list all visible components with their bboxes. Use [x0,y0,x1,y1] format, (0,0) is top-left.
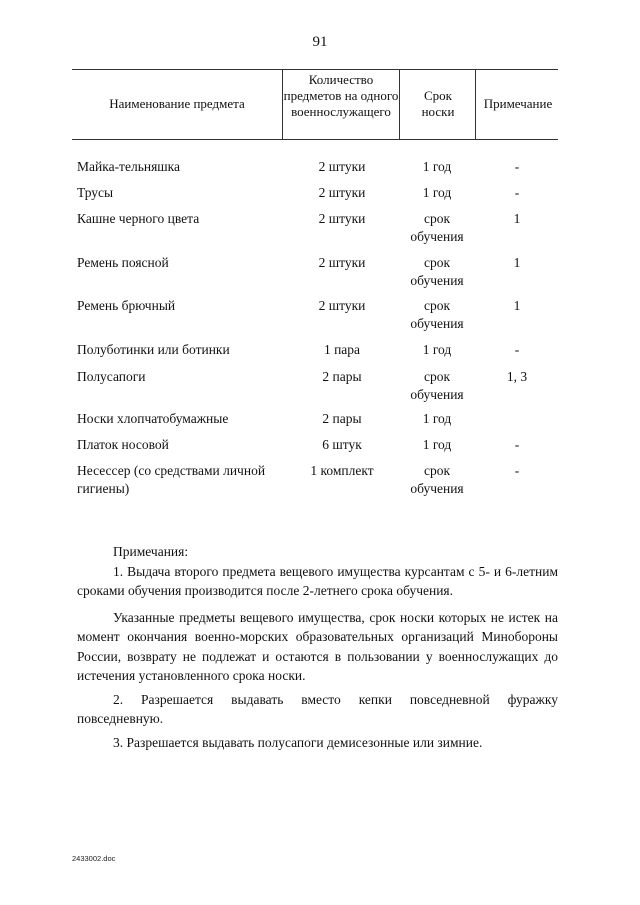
item-quantity: 2 штуки [318,255,366,270]
item-quantity: 2 пары [322,369,362,384]
column-divider [399,69,400,139]
item-term: 1 год [422,437,452,452]
header-quantity: Количество предметов на одного военнослужащего [283,72,399,119]
note-paragraph: 1. Выдача второго предмета вещевого имущества курсантам с 5- и 6-летним сроками обучения производится после 2-летнего срока обучения. [77,563,558,598]
notes-heading: Примечания: [113,544,189,559]
item-name: Ремень поясной [77,255,169,270]
item-term: 1 год [422,185,452,200]
item-name: Полусапоги [77,369,146,384]
item-name: Майка-тельняшка [77,159,181,174]
item-note: - [514,437,520,452]
item-name: Несессер (со средствами личной гигиены) [77,463,266,496]
note-paragraph: 2. Разрешается выдавать вместо кепки повседневной фуражку повседневную. [77,691,558,726]
item-term: срок обучения [410,463,464,496]
item-name: Ремень брючный [77,298,176,313]
item-note: 1 [513,298,521,313]
item-quantity: 2 штуки [318,159,366,174]
note-paragraph: 3. Разрешается выдавать полусапоги демисезонные или зимние. [113,734,483,750]
item-quantity: 2 пары [322,411,362,426]
item-term: срок обучения [410,211,464,244]
item-term: 1 год [422,411,452,426]
item-quantity: 2 штуки [318,298,366,313]
item-note: 1 [513,211,521,226]
item-quantity: 2 штуки [318,185,366,200]
item-note: - [514,185,520,200]
item-note: - [514,159,520,174]
item-term: 1 год [422,342,452,357]
item-quantity: 6 штук [322,437,362,452]
item-note: - [514,342,520,357]
item-note: 1 [513,255,521,270]
header-bottom-border [72,139,558,140]
item-term: срок обучения [410,369,464,402]
notes-section [77,542,558,752]
item-name: Носки хлопчатобумажные [77,411,229,426]
item-name: Полуботинки или ботинки [77,342,230,357]
item-term: срок обучения [410,298,464,331]
item-name: Платок носовой [77,437,169,452]
item-note: 1, 3 [506,369,528,384]
item-name: Трусы [77,185,114,200]
table-top-border [72,69,558,70]
item-quantity: 1 пара [323,342,361,357]
item-term: срок обучения [410,255,464,288]
document-filename: 2433002.doc [72,854,116,863]
header-note: Примечание [483,96,553,111]
header-name: Наименование предмета [109,96,245,111]
item-name: Кашне черного цвета [77,211,200,226]
item-quantity: 2 штуки [318,211,366,226]
page-number: 91 [312,34,328,50]
item-term: 1 год [422,159,452,174]
item-quantity: 1 комплект [310,463,374,478]
note-paragraph: Указанные предметы вещевого имущества, срок носки которых не истек на момент окончания военно-морских образовательных организаций Минобороны России, возврату не подлежат и остаются в пользовании у военнослужащих до истечения установленного срока носки. [77,609,558,683]
header-term: Срок носки [421,88,455,119]
item-note: - [514,463,520,478]
